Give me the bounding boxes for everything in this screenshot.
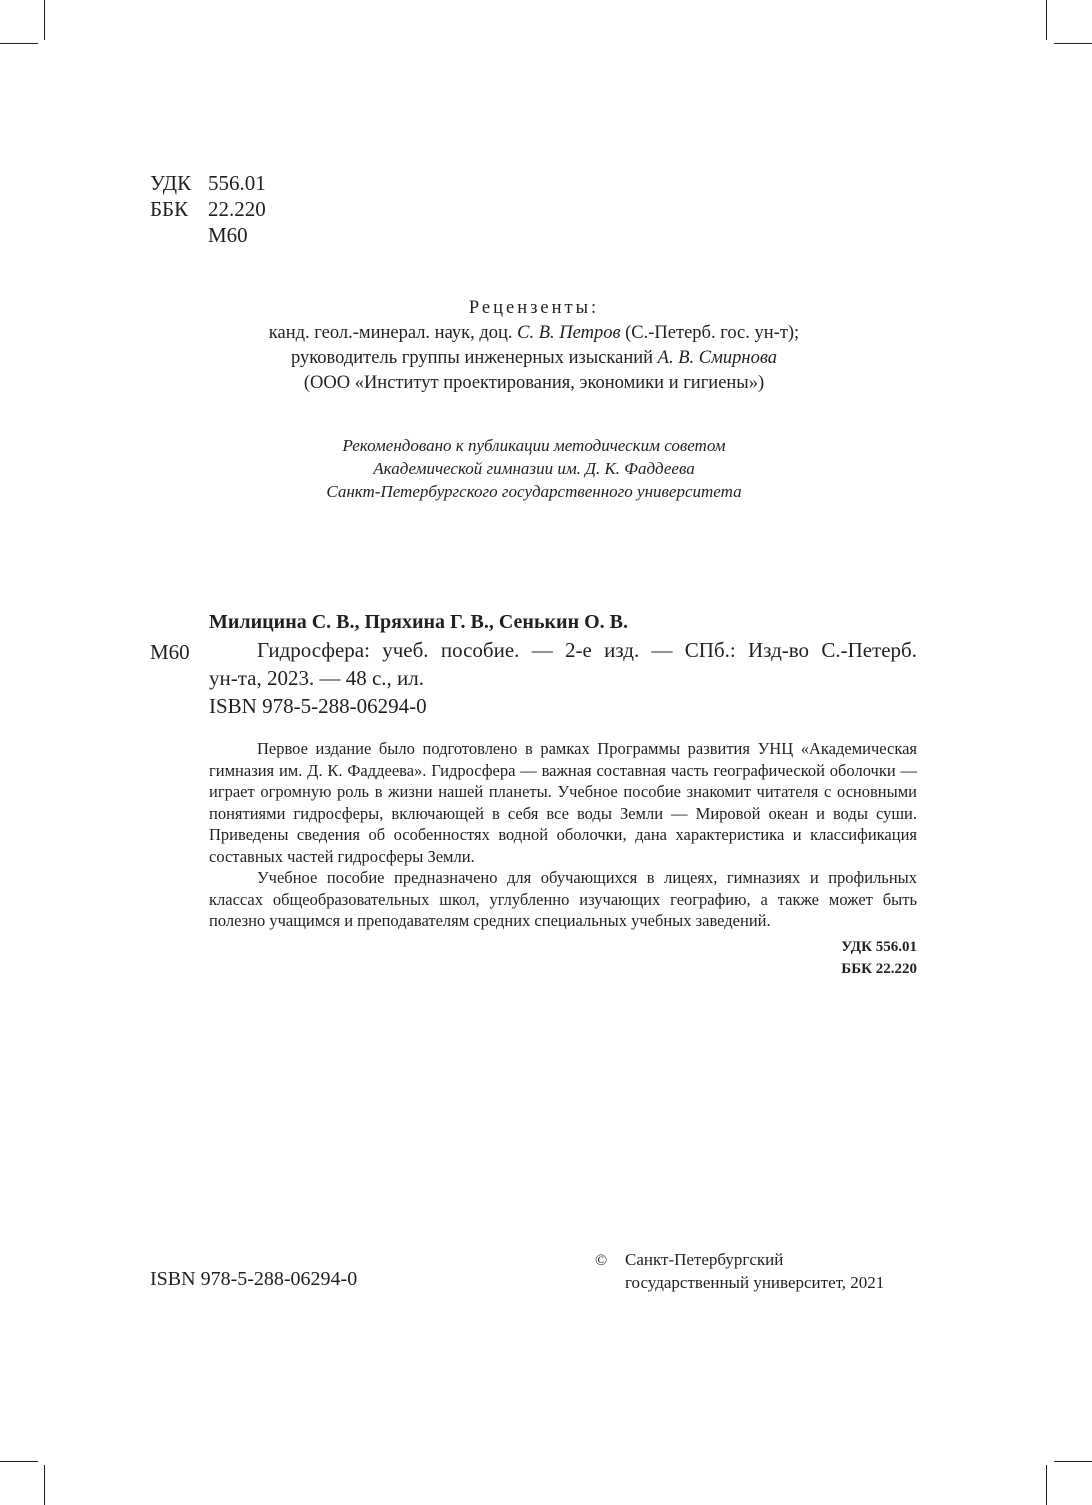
bibliographic-description: [209, 636, 917, 720]
copyright-icon: ©: [595, 1252, 608, 1269]
recommendation-line: Академической гимназии им. Д. К. Фаддеева: [373, 459, 695, 478]
publisher-line-1: Санкт-Петербургский: [625, 1250, 784, 1269]
reviewers-heading: Рецензенты:: [468, 298, 600, 318]
reviewer-1-name: С. В. Петров: [517, 323, 621, 343]
recommendation-block: [200, 434, 868, 503]
reviewers-block: [200, 296, 868, 396]
authors: Милицина С. В., Пряхина Г. В., Сенькин О. В.: [209, 611, 628, 633]
author-sign-value: М60: [208, 223, 248, 247]
reviewer-2-name: А. В. Смирнова: [657, 348, 778, 368]
publisher-line-2: государственный университет, 2021: [625, 1273, 885, 1292]
author-sign-row: [150, 222, 266, 248]
crop-mark-bottom-left-vertical: [44, 1465, 45, 1505]
reviewer-2-title: руководитель группы инженерных изысканий: [290, 348, 658, 368]
record-udk: УДК 556.01: [841, 939, 917, 955]
classification-codes: [150, 170, 266, 248]
author-sign-label: [150, 222, 208, 248]
crop-mark-bottom-right-vertical: [1046, 1465, 1047, 1505]
bbk-label: ББК: [150, 197, 189, 221]
crop-mark-top-right-vertical: [1046, 0, 1047, 40]
abstract-paragraph: Первое издание было подготовлено в рамках Программы развития УНЦ «Академическая гимназия им. Д. К. Фаддеева». Гидросфера — важная составная часть географической оболочки — играет огромную роль в жизни нашей планеты. Учебное пособие знакомит читателя с основными понятиями гидросферы, включающей в себя все воды Земли — Мировой океан и воды суши. Приведены сведения об особенностях водной оболочки, дана характеристика и классификация составных частей гидросферы Земли.: [209, 739, 917, 866]
crop-mark-bottom-left-horizontal: [0, 1461, 38, 1462]
record-codes: [760, 936, 917, 980]
reviewer-2-affiliation: (ООО «Институт проектирования, экономики и гигиены»): [303, 373, 765, 393]
recommendation-line: Рекомендовано к публикации методическим советом: [342, 436, 726, 455]
reviewer-2: [200, 346, 868, 371]
reviewer-1-affiliation: (С.-Петерб. гос. ун-т);: [620, 323, 800, 343]
biblio-isbn: ISBN 978-5-288-06294-0: [209, 694, 427, 718]
isbn: ISBN 978-5-288-06294-0: [150, 1268, 358, 1290]
recommendation-line: Санкт-Петербургского государственного университета: [326, 482, 742, 501]
abstract: [209, 738, 917, 932]
udk-row: [150, 170, 266, 196]
crop-mark-top-right-horizontal: [1054, 43, 1092, 44]
biblio-line-1: Гидросфера: учеб. пособие. — 2-е изд. — СПб.: Изд-во С.-Петерб.: [257, 638, 917, 662]
copyright-holder: [625, 1248, 884, 1294]
udk-value: 556.01: [208, 171, 266, 195]
reviewer-1-title: канд. геол.-минерал. наук, доц.: [268, 323, 518, 343]
abstract-paragraph: Учебное пособие предназначено для обучающихся в лицеях, гимназиях и профильных классах общеобразовательных школ, углубленно изучающих географию, а также может быть полезно учащимся и преподавателям средних специальных учебных заведений.: [209, 868, 917, 930]
udk-label: УДК: [150, 171, 192, 195]
crop-mark-top-left-horizontal: [0, 43, 38, 44]
bbk-value: 22.220: [208, 197, 266, 221]
record-bbk: ББК 22.220: [841, 961, 917, 977]
author-sign: М60: [150, 640, 190, 664]
crop-mark-bottom-right-horizontal: [1054, 1461, 1092, 1462]
bbk-row: [150, 196, 266, 222]
biblio-line-2: ун-та, 2023. — 48 с., ил.: [209, 666, 425, 690]
reviewer-1: [200, 321, 868, 346]
crop-mark-top-left-vertical: [44, 0, 45, 40]
